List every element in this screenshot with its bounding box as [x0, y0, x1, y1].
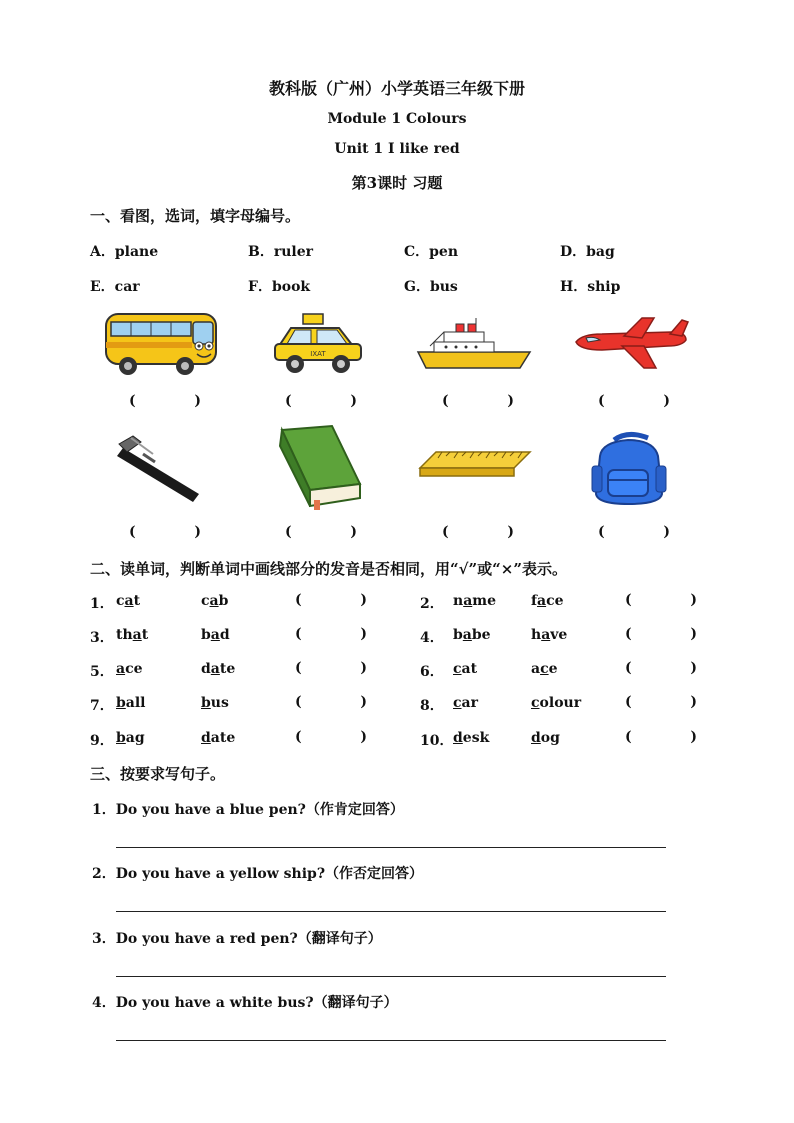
answer-line-2[interactable]: [116, 911, 666, 912]
word-2: face: [531, 593, 564, 609]
taxi-icon: [273, 310, 363, 376]
item-number: 9．: [90, 733, 114, 749]
underlined-letters: c: [531, 695, 540, 711]
answer-blank[interactable]: ( ): [442, 393, 514, 409]
question-2: 2．Do you have a yellow ship?（作否定回答）: [92, 866, 424, 882]
answer-line-3[interactable]: [116, 976, 666, 977]
judge-blank[interactable]: ( ): [295, 660, 367, 676]
word-2: have: [531, 627, 568, 643]
option-h: H．ship: [560, 279, 621, 295]
word-1: name: [453, 593, 496, 609]
answer-blank[interactable]: ( ): [129, 393, 201, 409]
section2-heading: 二、读单词，判断单词中画线部分的发音是否相同，用“√”或“×”表示。: [90, 560, 567, 578]
word-1: ace: [116, 661, 143, 677]
answer-blank[interactable]: ( ): [129, 524, 201, 540]
option-f: F．book: [248, 279, 311, 295]
item-number: 10．: [420, 733, 454, 749]
underlined-letters: a: [541, 627, 551, 643]
page-title: 教科版（广州）小学英语三年级下册: [268, 79, 525, 98]
judge-blank[interactable]: ( ): [625, 694, 697, 710]
question-4: 4．Do you have a white bus?（翻译句子）: [92, 995, 398, 1011]
word-2: colour: [531, 695, 582, 711]
question-1: 1．Do you have a blue pen?（作肯定回答）: [92, 802, 404, 818]
option-b: B．ruler: [248, 244, 313, 260]
word-2: dog: [531, 730, 560, 746]
underlined-letters: a: [132, 627, 142, 643]
item-number: 3．: [90, 630, 114, 646]
answer-blank[interactable]: ( ): [285, 524, 357, 540]
underlined-letters: d: [531, 730, 541, 746]
word-2: bus: [201, 695, 229, 711]
underlined-letters: b: [201, 695, 211, 711]
judge-blank[interactable]: ( ): [295, 592, 367, 608]
word-1: ball: [116, 695, 146, 711]
word-1: that: [116, 627, 149, 643]
module-title: Module 1 Colours: [327, 111, 467, 127]
word-1: bag: [116, 730, 145, 746]
question-3: 3．Do you have a red pen?（翻译句子）: [92, 931, 382, 947]
word-1: cat: [453, 661, 478, 677]
underlined-letters: b: [116, 730, 126, 746]
item-number: 2．: [420, 596, 444, 612]
underlined-letters: d: [201, 730, 211, 746]
item-number: 1．: [90, 596, 114, 612]
underlined-letters: a: [462, 627, 472, 643]
judge-blank[interactable]: ( ): [625, 729, 697, 745]
answer-blank[interactable]: ( ): [442, 524, 514, 540]
underlined-letters: c: [453, 695, 462, 711]
underlined-letters: b: [116, 695, 126, 711]
option-c: C．pen: [404, 244, 459, 260]
bus-icon: [103, 308, 221, 378]
word-2: cab: [201, 593, 229, 609]
item-number: 4．: [420, 630, 444, 646]
answer-blank[interactable]: ( ): [598, 524, 670, 540]
svg-text:IXAT: IXAT: [310, 350, 326, 358]
judge-blank[interactable]: ( ): [625, 592, 697, 608]
answer-blank[interactable]: ( ): [598, 393, 670, 409]
item-number: 7．: [90, 698, 114, 714]
section3-heading: 三、按要求写句子。: [90, 765, 226, 783]
word-1: car: [453, 695, 478, 711]
option-g: G．bus: [404, 279, 458, 295]
underlined-letters: a: [537, 593, 547, 609]
word-2: bad: [201, 627, 230, 643]
judge-blank[interactable]: ( ): [295, 694, 367, 710]
unit-title: Unit 1 I like red: [334, 141, 460, 157]
option-e: E．car: [90, 279, 140, 295]
word-2: ace: [531, 661, 558, 677]
item-number: 5．: [90, 664, 114, 680]
ship-icon: [416, 316, 532, 374]
answer-blank[interactable]: ( ): [285, 393, 357, 409]
backpack-icon: [588, 430, 670, 508]
option-d: D．bag: [560, 244, 615, 260]
word-1: desk: [453, 730, 490, 746]
word-1: babe: [453, 627, 491, 643]
plane-icon: [572, 314, 690, 372]
item-number: 6．: [420, 664, 444, 680]
book-icon: [274, 424, 362, 512]
option-a: A．plane: [90, 244, 159, 260]
underlined-letters: a: [210, 627, 220, 643]
word-2: date: [201, 730, 236, 746]
lesson-title: 第3课时 习题: [351, 174, 443, 192]
underlined-letters: c: [540, 661, 549, 677]
ruler-icon: [416, 446, 534, 486]
item-number: 8．: [420, 698, 444, 714]
underlined-letters: d: [453, 730, 463, 746]
answer-line-1[interactable]: [116, 847, 666, 848]
underlined-letters: c: [453, 661, 462, 677]
answer-line-4[interactable]: [116, 1040, 666, 1041]
section1-heading: 一、看图，选词，填字母编号。: [90, 207, 301, 225]
judge-blank[interactable]: ( ): [625, 626, 697, 642]
underlined-letters: a: [116, 661, 126, 677]
word-1: cat: [116, 593, 141, 609]
judge-blank[interactable]: ( ): [295, 626, 367, 642]
underlined-letters: a: [209, 593, 219, 609]
underlined-letters: a: [463, 593, 473, 609]
pen-icon: [113, 428, 209, 504]
word-2: date: [201, 661, 236, 677]
underlined-letters: a: [124, 593, 134, 609]
judge-blank[interactable]: ( ): [295, 729, 367, 745]
underlined-letters: a: [210, 661, 220, 677]
judge-blank[interactable]: ( ): [625, 660, 697, 676]
